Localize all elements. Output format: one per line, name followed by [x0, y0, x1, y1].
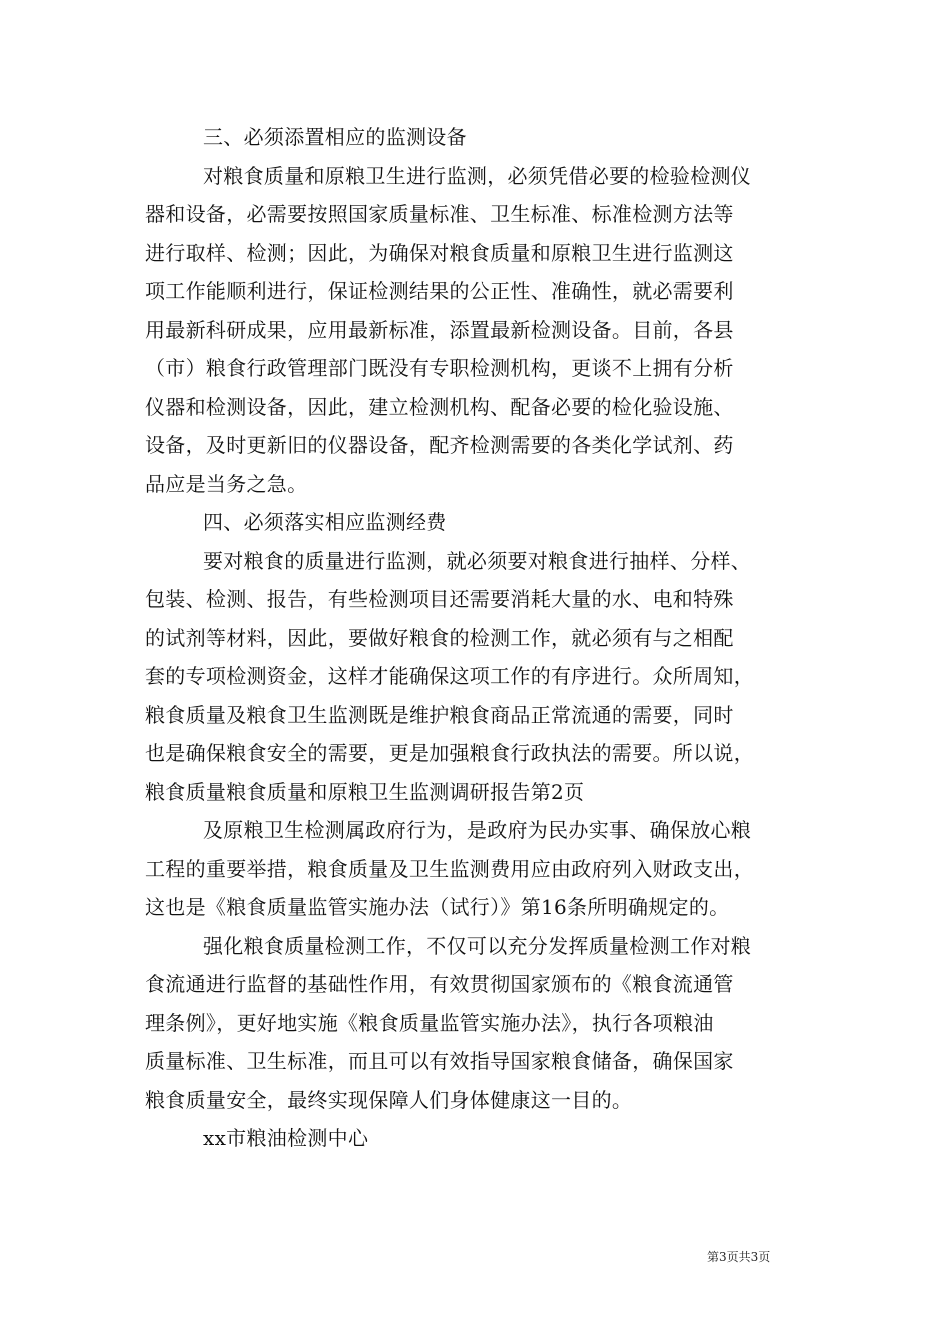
text-line: 要对粮食的质量进行监测，就必须要对粮食进行抽样、分样、 — [203, 548, 752, 573]
text-line: 理条例》，更好地实施《粮食质量监管实施办法》，执行各项粮油 — [145, 1010, 714, 1035]
signature-organization: xx市粮油检测中心 — [203, 1126, 369, 1150]
text-line: （市）粮食行政管理部门既没有专职检测机构，更谈不上拥有分析 — [145, 356, 734, 380]
text-line: 品应是当务之急。 — [145, 471, 308, 496]
text-line: 及原粮卫生检测属政府行为，是政府为民办实事、确保放心粮 — [203, 818, 752, 842]
section-heading-funding: 四、必须落实相应监测经费 — [203, 510, 447, 534]
page-number-footer: 第3页共3页 — [707, 1250, 771, 1264]
text-line: 用最新科研成果，应用最新标准，添置最新检测设备。目前，各县 — [145, 317, 734, 342]
paragraph-equipment — [145, 157, 825, 504]
section-heading-equipment: 三、必须添置相应的监测设备 — [203, 125, 467, 149]
text-line: 也是确保粮食安全的需要，更是加强粮食行政执法的需要。所以说， — [145, 741, 754, 765]
text-line: 这也是《粮食质量监管实施办法（试行）》第16条所明确规定的。 — [145, 895, 730, 919]
text-line: 粮食质量安全，最终实现保障人们身体健康这一目的。 — [145, 1087, 633, 1112]
text-line: 仪器和检测设备，因此，建立检测机构、配备必要的检化验设施、 — [145, 394, 734, 419]
text-line: 粮食质量及粮食卫生监测既是维护粮食商品正常流通的需要，同时 — [145, 702, 734, 727]
text-line: 项工作能顺利进行，保证检测结果的公正性、准确性，就必需要利 — [145, 279, 734, 303]
paragraph-government-duty — [145, 811, 825, 927]
text-line: 质量标准、卫生标准，而且可以有效指导国家粮食储备，确保国家 — [145, 1049, 734, 1073]
text-line: 进行取样、检测；因此，为确保对粮食质量和原粮卫生进行监测这 — [145, 240, 734, 265]
text-line: 的试剂等材料，因此，要做好粮食的检测工作，就必须有与之相配 — [145, 625, 734, 650]
paragraph-conclusion — [145, 927, 825, 1120]
text-line: 包装、检测、报告，有些检测项目还需要消耗大量的水、电和特殊 — [145, 587, 734, 611]
text-line: 粮食质量粮食质量和原粮卫生监测调研报告第2页 — [145, 779, 585, 804]
document-body — [145, 118, 825, 1158]
text-line: 套的专项检测资金，这样才能确保这项工作的有序进行。众所周知， — [145, 664, 754, 688]
text-line: 食流通进行监督的基础性作用，有效贯彻国家颁布的《粮食流通管 — [145, 972, 734, 996]
text-line: 工程的重要举措，粮食质量及卫生监测费用应由政府列入财政支出， — [145, 856, 754, 881]
text-line: 强化粮食质量检测工作，不仅可以充分发挥质量检测工作对粮 — [203, 933, 752, 958]
text-line: 器和设备，必需要按照国家质量标准、卫生标准、标准检测方法等 — [145, 202, 734, 226]
paragraph-funding — [145, 542, 825, 812]
text-line: 对粮食质量和原粮卫生进行监测，必须凭借必要的检验检测仪 — [203, 163, 752, 188]
text-line: 设备，及时更新旧的仪器设备，配齐检测需要的各类化学试剂、药 — [145, 433, 734, 457]
